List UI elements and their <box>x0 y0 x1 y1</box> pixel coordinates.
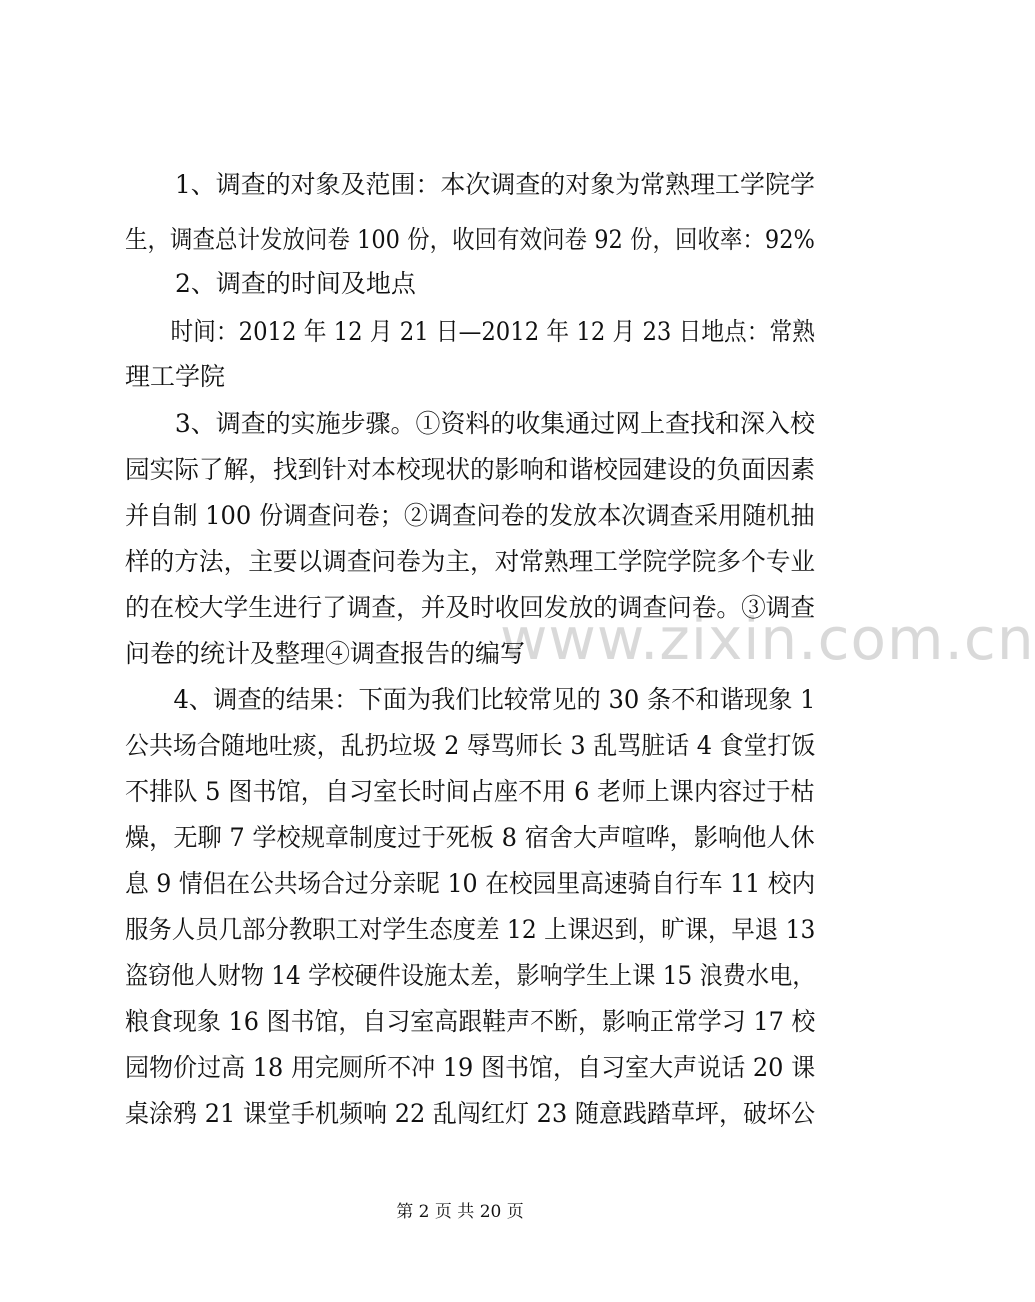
watermark: www.zixin.com.cn <box>500 605 1035 673</box>
text-line: 生，调查总计发放问卷 100 份，收回有效问卷 92 份，回收率：92% <box>125 225 815 254</box>
text-line: 燥，无聊 7 学校规章制度过于死板 8 宿舍大声喧哗，影响他人休 <box>125 823 815 852</box>
text-line: 1、调查的对象及范围：本次调查的对象为常熟理工学院学 <box>125 170 815 199</box>
text-line: 不排队 5 图书馆，自习室长时间占座不用 6 老师上课内容过于枯 <box>125 777 815 806</box>
text-line: 样的方法，主要以调查问卷为主，对常熟理工学院学院多个专业 <box>125 547 816 576</box>
text-line: 时间：2012 年 12 月 21 日—2012 年 12 月 23 日地点：常熟 <box>125 317 815 346</box>
text-line: 息 9 情侣在公共场合过分亲昵 10 在校园里高速骑自行车 11 校内 <box>125 869 816 898</box>
text-line: 盗窃他人财物 14 学校硬件设施太差，影响学生上课 15 浪费水电， <box>125 961 816 990</box>
text-line: 2、调查的时间及地点 <box>125 269 416 298</box>
page-footer: 第 2 页 共 20 页 <box>396 1202 524 1222</box>
text-line: 的在校大学生进行了调查，并及时收回发放的调查问卷。③调查 <box>125 593 816 622</box>
text-line: 3、调查的实施步骤。①资料的收集通过网上查找和深入校 <box>125 409 815 438</box>
text-line: 4、调查的结果：下面为我们比较常见的 30 条不和谐现象 1 <box>125 685 816 714</box>
text-line: 理工学院 <box>125 362 226 391</box>
text-line: 园实际了解，找到针对本校现状的影响和谐校园建设的负面因素 <box>125 455 816 484</box>
text-line: 服务人员几部分教职工对学生态度差 12 上课迟到，旷课，早退 13 <box>125 915 816 944</box>
text-line: 桌涂鸦 21 课堂手机频响 22 乱闯红灯 23 随意践踏草坪，破坏公 <box>125 1099 816 1128</box>
text-line: 问卷的统计及整理④调查报告的编写 <box>125 639 526 668</box>
text-line: 粮食现象 16 图书馆，自习室高跟鞋声不断，影响正常学习 17 校 <box>125 1007 816 1036</box>
text-line: 园物价过高 18 用完厕所不冲 19 图书馆，自习室大声说话 20 课 <box>125 1053 816 1082</box>
text-line: 并自制 100 份调查问卷；②调查问卷的发放本次调查采用随机抽 <box>125 501 815 530</box>
text-line: 公共场合随地吐痰，乱扔垃圾 2 辱骂师长 3 乱骂脏话 4 食堂打饭 <box>125 731 816 760</box>
